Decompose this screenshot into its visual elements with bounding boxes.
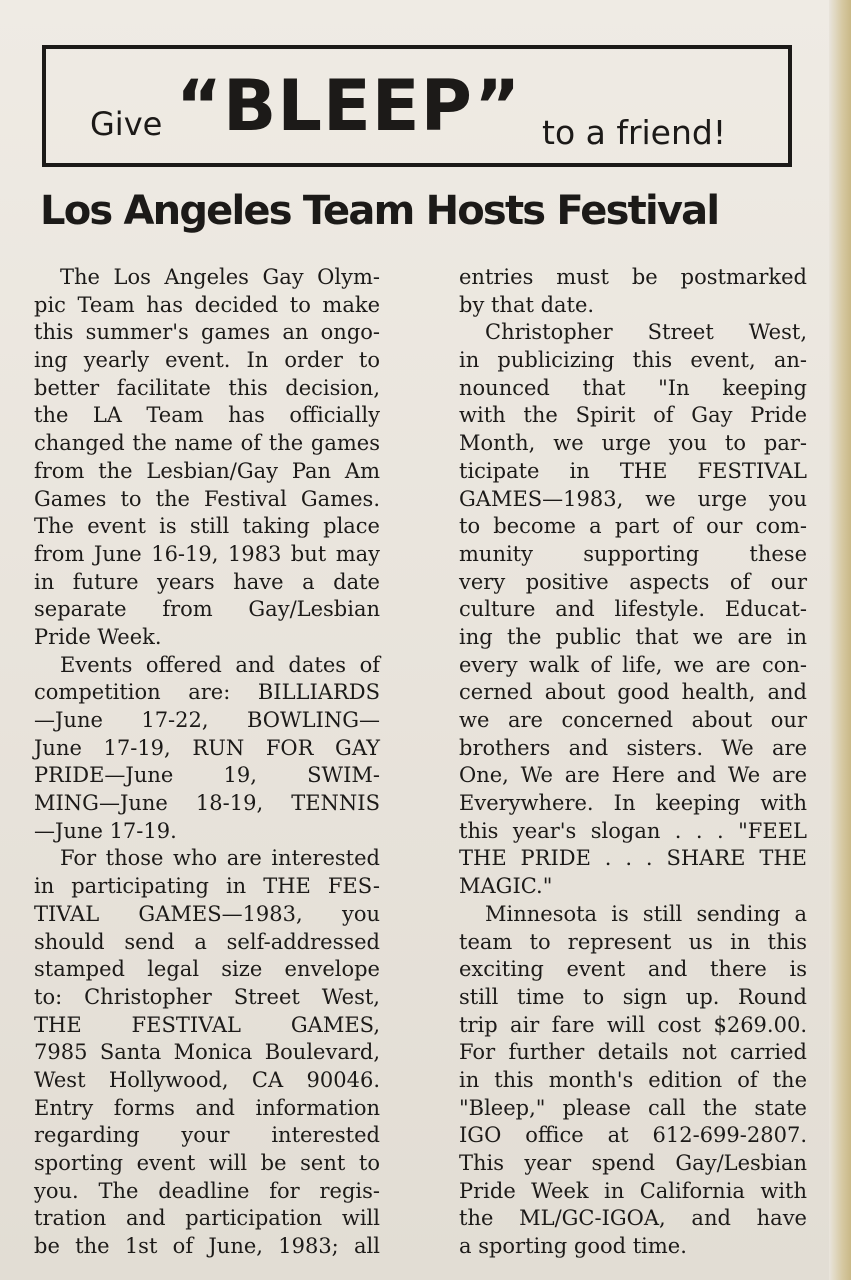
text-line: For those who are interested bbox=[60, 846, 380, 871]
text-line: in future years have a date bbox=[34, 569, 380, 594]
text-line: Pride Week. bbox=[34, 624, 162, 649]
text-line: by that date. bbox=[459, 292, 595, 317]
text-line: to become a part of our com- bbox=[459, 514, 807, 539]
text-line: Events offered and dates of bbox=[60, 652, 380, 677]
article-column-right bbox=[459, 264, 807, 1261]
text-line: The event is still taking place bbox=[34, 514, 380, 539]
text-line: still time to sign up. Round bbox=[459, 984, 807, 1009]
text-line: West Hollywood, CA 90046. bbox=[34, 1067, 380, 1092]
text-line: better facilitate this decision, bbox=[34, 375, 380, 400]
text-line: from June 16-19, 1983 but may bbox=[34, 541, 380, 566]
text-line: in participating in THE FES- bbox=[34, 874, 380, 899]
text-line: in publicizing this event, an- bbox=[459, 348, 807, 373]
text-line: "Bleep," please call the state bbox=[459, 1095, 807, 1120]
text-line: MING—June 18-19, TENNIS bbox=[34, 791, 380, 816]
text-line: sporting event will be sent to bbox=[34, 1151, 380, 1175]
text-line: THE PRIDE . . . SHARE THE bbox=[459, 846, 807, 871]
text-line: we are concerned about our bbox=[459, 708, 807, 732]
text-line: you. The deadline for regis- bbox=[34, 1178, 380, 1203]
text-line: PRIDE—June 19, SWIM- bbox=[34, 763, 380, 788]
text-line: Games to the Festival Games. bbox=[34, 486, 380, 511]
text-line: For further details not carried bbox=[459, 1040, 807, 1065]
text-line: separate from Gay/Lesbian bbox=[34, 597, 380, 622]
text-line: should send a self-addressed bbox=[34, 929, 380, 954]
promo-banner bbox=[42, 45, 792, 167]
text-line: munity supporting these bbox=[459, 541, 807, 566]
text-line: —June 17-22, BOWLING— bbox=[34, 708, 380, 732]
promo-tail-text: to a friend! bbox=[542, 113, 727, 152]
text-line: exciting event and there is bbox=[459, 957, 807, 982]
text-line: nounced that "In keeping bbox=[459, 375, 807, 400]
text-line: this year's slogan . . . "FEEL bbox=[459, 818, 807, 843]
text-line: the ML/GC-IGOA, and have bbox=[459, 1206, 807, 1231]
text-line: be the 1st of June, 1983; all bbox=[34, 1234, 380, 1259]
text-line: 7985 Santa Monica Boulevard, bbox=[34, 1040, 380, 1065]
text-line: The Los Angeles Gay Olym- bbox=[60, 265, 380, 289]
text-line: —June 17-19. bbox=[34, 818, 177, 843]
text-line: THE FESTIVAL GAMES, bbox=[34, 1012, 380, 1037]
text-line: Christopher Street West, bbox=[485, 320, 807, 345]
article-column-left bbox=[34, 264, 380, 1261]
text-line: One, We are Here and We are bbox=[459, 763, 807, 788]
text-line: every walk of life, we are con- bbox=[459, 652, 807, 677]
text-line: Everywhere. In keeping with bbox=[459, 791, 807, 816]
text-line: June 17-19, RUN FOR GAY bbox=[34, 735, 380, 760]
text-line: culture and lifestyle. Educat- bbox=[459, 597, 807, 622]
text-line: this summer's games an ongo- bbox=[34, 320, 380, 345]
text-line: This year spend Gay/Lesbian bbox=[459, 1151, 807, 1175]
text-line: tration and participation will bbox=[34, 1206, 380, 1231]
text-line: trip air fare will cost $269.00. bbox=[459, 1012, 807, 1037]
text-line: Month, we urge you to par- bbox=[459, 431, 807, 456]
text-line: Entry forms and information bbox=[34, 1095, 380, 1120]
text-line: changed the name of the games bbox=[34, 431, 380, 456]
text-line: brothers and sisters. We are bbox=[459, 735, 807, 760]
text-line: cerned about good health, and bbox=[459, 680, 807, 705]
text-line: Minnesota is still sending a bbox=[485, 901, 807, 926]
promo-bleep-text: “BLEEP” bbox=[176, 65, 522, 147]
text-line: the LA Team has officially bbox=[34, 403, 380, 428]
text-line: from the Lesbian/Gay Pan Am bbox=[34, 458, 380, 483]
text-line: ing yearly event. In order to bbox=[34, 348, 380, 373]
text-line: Pride Week in California with bbox=[459, 1178, 807, 1203]
text-line: stamped legal size envelope bbox=[34, 957, 380, 982]
text-line: regarding your interested bbox=[34, 1123, 380, 1148]
text-line: entries must be postmarked bbox=[459, 265, 807, 289]
article-headline: Los Angeles Team Hosts Festival bbox=[40, 188, 719, 234]
text-line: team to represent us in this bbox=[459, 929, 807, 954]
text-line: IGO office at 612-699-2807. bbox=[459, 1123, 807, 1148]
text-line: pic Team has decided to make bbox=[34, 292, 380, 317]
text-line: GAMES—1983, we urge you bbox=[459, 486, 807, 511]
promo-give-text: Give bbox=[90, 105, 163, 143]
page-edge bbox=[829, 0, 851, 1280]
text-line: ing the public that we are in bbox=[459, 624, 807, 649]
text-line: very positive aspects of our bbox=[459, 569, 807, 594]
text-line: TIVAL GAMES—1983, you bbox=[34, 901, 380, 926]
text-line: MAGIC." bbox=[459, 874, 553, 899]
text-line: to: Christopher Street West, bbox=[34, 984, 380, 1009]
text-line: ticipate in THE FESTIVAL bbox=[459, 458, 807, 483]
text-line: in this month's edition of the bbox=[459, 1067, 807, 1092]
text-line: with the Spirit of Gay Pride bbox=[459, 403, 807, 428]
text-line: competition are: BILLIARDS bbox=[34, 680, 380, 705]
text-line: a sporting good time. bbox=[459, 1234, 687, 1259]
